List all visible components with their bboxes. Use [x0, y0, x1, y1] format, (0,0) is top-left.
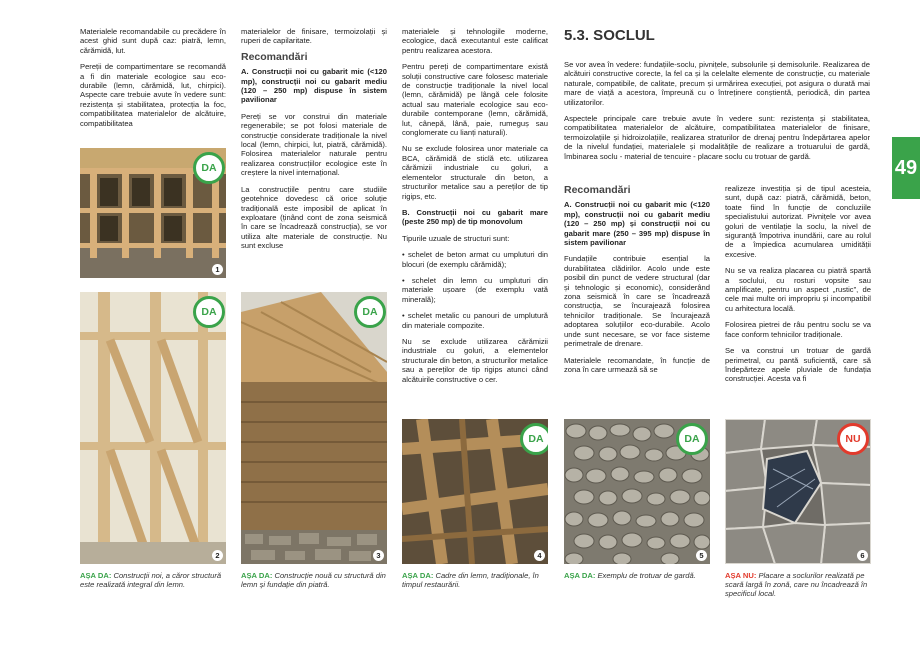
caption-label: AȘA DA: — [564, 571, 596, 580]
photo-number: 6 — [857, 550, 868, 561]
column-5 — [725, 184, 871, 391]
photo-1 — [80, 148, 226, 278]
bullet-item: • schelet de beton armat cu umpluturi din blocuri (de exemplu cărămidă); — [402, 250, 548, 269]
paragraph: Fundațiile contribuie esențial la durabilitatea clădirilor. Acolo unde este posibil din punct de vedere structural (dar și tehnologic și economic), considerând zona seismică în care se încadrează construcția, se încurajează folosirea tehnicilor tradiționale. Se încurajează adoptarea soluțiilor eco-durabile. Acolo unde sunt necesare, se vor face sisteme perimetrale de drenare. — [564, 254, 710, 349]
caption-label: AȘA DA: — [80, 571, 112, 580]
photo-4 — [402, 419, 548, 564]
paragraph: Pereți se vor construi din materiale regenerabile; se pot folosi materiale de construcție considerate tradiționale la nivel local (lemn, chirpici, lut, piatră, cărămidă). Folosirea materialelor naturale pentru realizarea construcțiilor ecologice este în creștere la nivel internațional. — [241, 111, 387, 178]
caption-text: Exemplu de trotuar de gardă. — [595, 571, 696, 580]
approved-badge: DA — [193, 296, 225, 328]
paragraph: Materialele recomandate, în funcție de zona în care urmează să se — [564, 355, 710, 374]
paragraph: Materialele recomandabile cu precădere în acest ghid sunt după caz: piatră, lemn, cărămidă, lut. — [80, 27, 226, 55]
paragraph: Nu se exclude folosirea unor materiale ca BCA, cărămidă de sticlă etc. utilizarea cărămizii industriale cu goluri, a elementelor structurale din beton, a structurilor metalice sau a pereților de tip rigips, etc. — [402, 144, 548, 201]
paragraph: Se va construi un trotuar de gardă perimetral, cu pantă suficientă, care să îndepărteze apele pluviale de fundația construcției. Acesta va fi — [725, 346, 871, 384]
column-1 — [80, 27, 226, 135]
paragraph: Nu se exclude utilizarea cărămizii industriale cu goluri, a elementelor structurale din beton, a structurilor metalice sau a pereților de tip rigips atunci când alcătuirile constructive o cer. — [402, 336, 548, 384]
rejected-badge: NU — [837, 423, 869, 455]
approved-badge: DA — [520, 423, 548, 455]
paragraph: materialelor de finisare, termoizolații și ruperi de capilaritate. — [241, 27, 387, 46]
caption-6 — [725, 572, 871, 598]
caption-label: AȘA NU: — [725, 571, 757, 580]
caption-label: AȘA DA: — [402, 571, 434, 580]
photo-2 — [80, 292, 226, 564]
bullet-item: • schelet metalic cu panouri de umplutură din materiale compozite. — [402, 311, 548, 330]
caption-label: AȘA DA: — [241, 571, 273, 580]
bullet-item: • schelet din lemn cu umpluturi din materiale ușoare (de exemplu vată minerală); — [402, 275, 548, 304]
column-4 — [564, 184, 710, 381]
column-2 — [241, 27, 387, 258]
column-3 — [402, 27, 548, 391]
caption-text: Cadre din lemn, tradiționale, în timpul restaurării. — [402, 571, 539, 589]
photo-number: 5 — [696, 550, 707, 561]
photo-6 — [725, 419, 871, 564]
paragraph: Pereții de compartimentare se recomandă a fi din materiale ecologice sau eco-durabile (lemn, cărămidă, lut, chirpici). Aspecte care trebuie avute în vedere sunt: rezistența și stabilitatea, protecția la foc, compatibilitatea materialelor de alcătuire, compatibilitatea — [80, 62, 226, 128]
recommendations-heading: Recomandări — [241, 50, 308, 63]
photo-number: 2 — [212, 550, 223, 561]
photo-number: 3 — [373, 550, 384, 561]
paragraph: Nu se va realiza placarea cu piatră spartă a soclului, cu rosturi vopsite sau amplificate, pentru un aspect „rustic”, de cele mai multe ori impropriu și incompatibil cu arhitectura locală. — [725, 266, 871, 313]
caption-text: Placare a soclurilor realizată pe scară largă în zonă, care nu încadrează în specificul local. — [725, 571, 868, 598]
section-title: 5.3. SOCLUL — [564, 27, 655, 44]
paragraph: Se vor avea în vedere: fundațiile-soclu, pivnițele, subsolurile și demisolurile. Realizarea de alcătuiri constructive corecte, la fel ca și la celelalte elemente de construcție, cu materiale naturale, compatibile, de calitate, precum și urmărirea execuției, pot asigura o durată mai mare de viață a acestora, împreună cu o întreținere conștientă, periodică, din partea utilizatorilor. — [564, 60, 870, 107]
approved-badge: DA — [354, 296, 386, 328]
caption-5 — [564, 572, 710, 581]
approved-badge: DA — [193, 152, 225, 184]
paragraph: realizeze investiția și de tipul acesteia, sunt, după caz: piatră, cărămidă, beton, toate fiind în funcție de concluziile specialistului autorizat. Pivnițele vor avea goluri de ventilație la soclu, la nivel de siguranță împotriva inundării, care au rolul de a împiedica acumularea umidității excesive. — [725, 184, 871, 259]
paragraph: Aspectele principale care trebuie avute în vedere sunt: rezistența și stabilitatea, compatibilitatea materialelor de alcătuire, compatibilitatea materialelor de finisare, termoizolațiile și hidroizolațiile, realizarea straturilor de drenaj pentru îndepărtarea apelor de la nivelul fundației, materialele și modalitățile de realizare a trotuarului de gardă, îmbinarea soclu - material de tencuire - placare soclu cu trotuar de gardă. — [564, 114, 870, 161]
timber-structure-image — [80, 292, 226, 564]
photo-number: 1 — [212, 264, 223, 275]
caption-4 — [402, 572, 548, 590]
caption-1-2 — [80, 572, 226, 590]
photo-3 — [241, 292, 387, 564]
subheading-a: A. Construcții noi cu gabarit mic (<120 mp), construcții noi cu gabarit mediu (120 – 250 mp) și construcții noi cu gabarit mare (250 – 395 mp) dispuse în sistem pavilionar — [564, 200, 710, 248]
caption-text: Construcții noi, a căror structură este realizată integral din lemn. — [80, 571, 222, 589]
subheading-a: A. Construcții noi cu gabarit mic (<120 mp), construcții noi cu gabarit mediu (120 – 250 mp) dispuse în sistem pavilionar — [241, 67, 387, 105]
section-intro — [564, 60, 870, 168]
subheading-b: B. Construcții noi cu gabarit mare (peste 250 mp) de tip monovolum — [402, 207, 548, 227]
photo-5 — [564, 419, 710, 564]
paragraph: La construcțiile pentru care studiile geotehnice dovedesc că orice soluție tradițională este imposibil de aplicat în exploatare (ținând cont de zona seismică în care se încadrează construcția), se vor utiliza alte materiale de construcție. Nu sunt excluse — [241, 184, 387, 251]
caption-3 — [241, 572, 387, 590]
recommendations-heading: Recomandări — [564, 184, 631, 196]
wooden-house-image — [241, 292, 387, 564]
caption-text: Construcție nouă cu structură din lemn și fundație din piatră. — [241, 571, 386, 589]
paragraph: Pentru pereți de compartimentare există soluții constructive care folosesc materiale de construcție tradiționale la nivel local (lemn, cărămidă) pe lângă cele folosite actual sau materiale ecologice sau eco-durabile contemporane (lemn, cărămidă, lut, cânepă, lână, paie, rumeguș sau conglomerate cu lianți naturali). — [402, 62, 548, 138]
paragraph: Tipurile uzuale de structuri sunt: — [402, 233, 510, 243]
approved-badge: DA — [676, 423, 708, 455]
photo-number: 4 — [534, 550, 545, 561]
page-number: 49 — [892, 137, 920, 199]
paragraph: Folosirea pietrei de râu pentru soclu se va face conform tehnicilor tradiționale. — [725, 320, 871, 339]
paragraph: materialele și tehnologiile moderne, ecologice, dacă executantul este calificat pentru realizarea acestora. — [402, 27, 548, 55]
